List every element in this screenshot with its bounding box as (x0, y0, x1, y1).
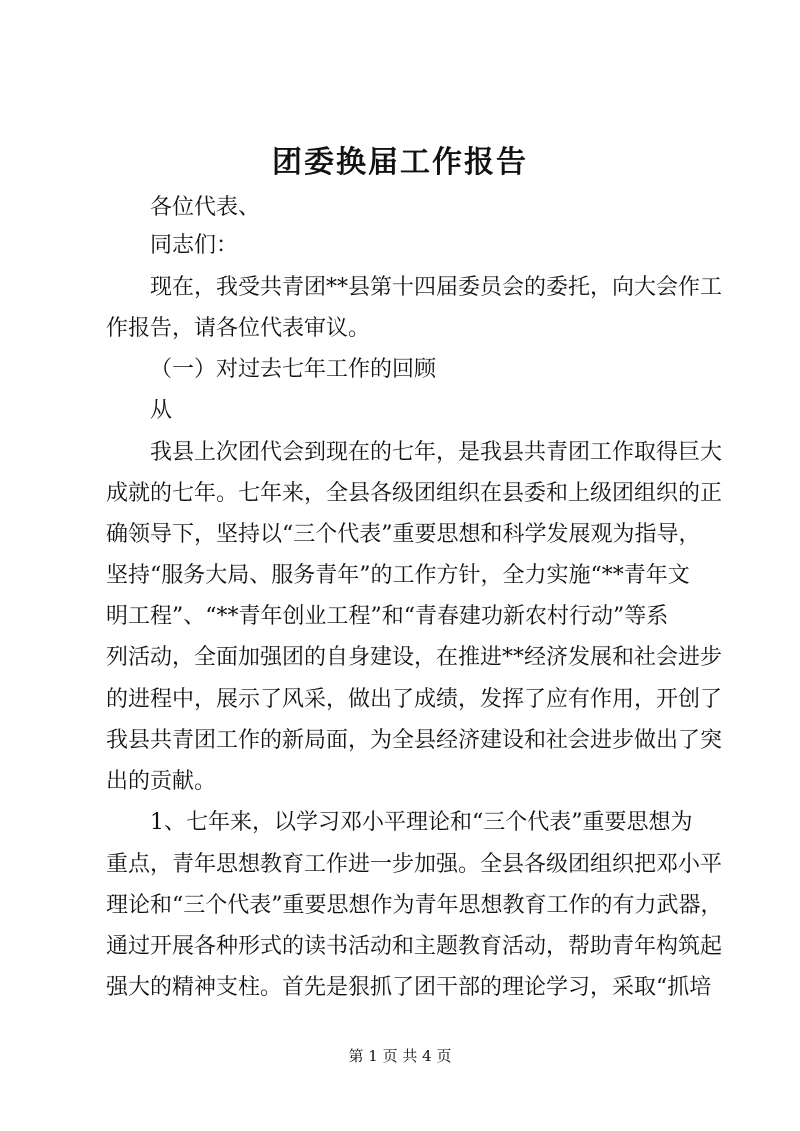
document-line: 通过开展各种形式的读书活动和主题教育活动，帮助青年构筑起 (106, 934, 723, 959)
document-line: 现在，我受共青团**县第十四届委员会的委托，向大会作工 (150, 275, 723, 300)
document-line: 强大的精神支柱。首先是狠抓了团干部的理论学习，采取“抓培 (106, 975, 712, 1000)
document-line: 同志们： (150, 233, 239, 258)
document-line: 我县上次团代会到现在的七年，是我县共青团工作取得巨大 (150, 440, 723, 465)
document-line: 的进程中，展示了风采，做出了成绩，发挥了应有作用，开创了 (106, 687, 723, 712)
document-line: 1、七年来，以学习邓小平理论和“三个代表”重要思想为 (150, 810, 693, 835)
document-line: 列活动，全面加强团的自身建设，在推进**经济发展和社会进步 (106, 645, 723, 670)
section-heading: （一）对过去七年工作的回顾 (150, 357, 437, 382)
document-line: 成就的七年。七年来，全县各级团组织在县委和上级团组织的正 (106, 481, 723, 506)
page-number: 第 1 页 共 4 页 (348, 1047, 452, 1065)
document-line: 理论和“三个代表”重要思想作为青年思想教育工作的有力武器， (106, 893, 723, 918)
document-line: 坚持“服务大局、服务青年”的工作方针，全力实施“**青年文 (106, 563, 690, 588)
document-line: 我县共青团工作的新局面，为全县经济建设和社会进步做出了突 (106, 728, 723, 753)
document-line: 作报告，请各位代表审议。 (106, 316, 371, 341)
document-title: 团委换届工作报告 (272, 145, 528, 180)
document-line: 重点，青年思想教育工作进一步加强。全县各级团组织把邓小平 (106, 852, 723, 877)
document-line: 确领导下，坚持以“三个代表”重要思想和科学发展观为指导， (106, 522, 701, 547)
document-line: 出的贡献。 (106, 769, 217, 794)
document-line: 从 (150, 398, 173, 423)
document-line: 明工程”、“**青年创业工程”和“青春建功新农村行动”等系 (106, 604, 669, 629)
document-line: 各位代表、 (150, 195, 261, 220)
